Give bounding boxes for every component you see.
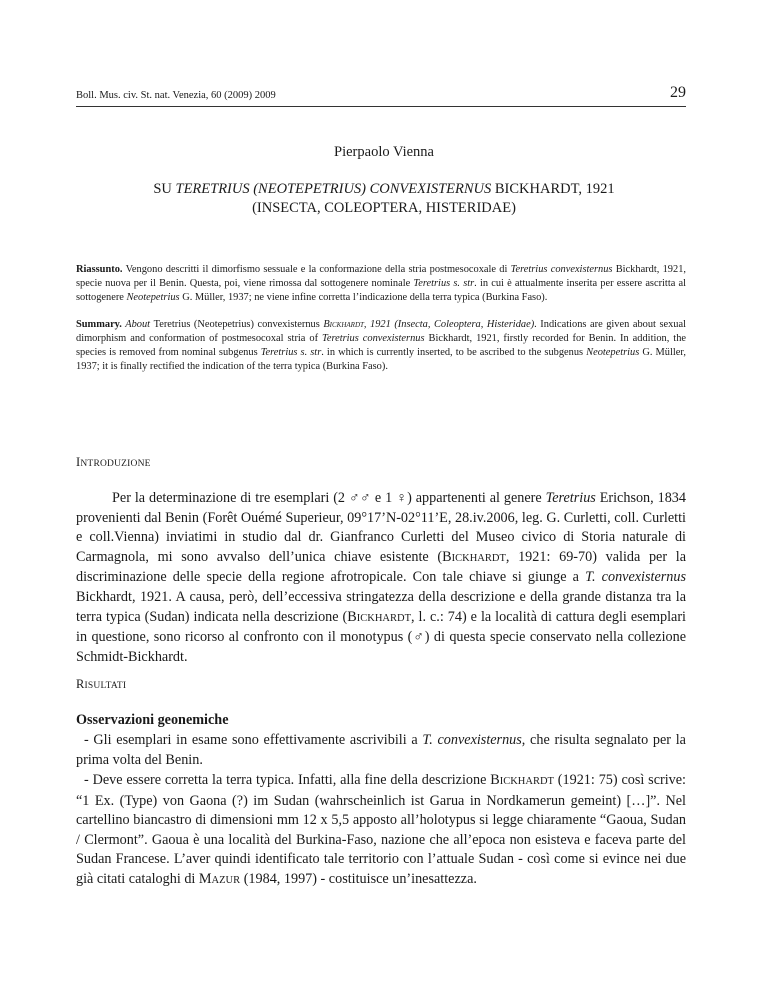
section-heading-risultati: RISULTATI <box>76 677 127 691</box>
abstract-italian: Riassunto. Vengono descritti il dimorfismo sessuale e la conformazione della stria postmesocoxale di Teretrius convexisternus Bickhardt, 1921, specie nuova per il Benin. Questa, poi, viene rimossa dal sottogenere nominale Teretrius s. str. in cui è attualmente inserita per essere ascritta al sottogenere Neotepetrius G. Müller, 1937; ne viene infine corretta l’indicazione della terra typica (Burkina Faso). <box>76 264 687 303</box>
journal-citation: Boll. Mus. civ. St. nat. Venezia, 60 (2009) 2009 <box>76 90 276 101</box>
summary-label: Summary. <box>76 319 122 330</box>
intro-paragraph: Per la determinazione di tre esemplari (2 ♂♂ e 1 ♀) appartenenti al genere Teretrius Erichson, 1834 provenienti dal Benin (Forêt Ouémé Superieur, 09°17’N-02°11’E, 28.iv.2006, leg. G. Curletti, coll. Curletti e coll.Vienna) inviatimi in studio dal dr. Gianfranco Curletti del Museo civico di Storia naturale di Carmagnola, mi sono avvalso dell’unica chiave esistente (BICKHARDT, 1921: 69-70) valida per la discriminazione delle specie della regione afrotropicale. Con tale chiave si giunge a T. convexisternus Bickhardt, 1921. A causa, però, dell’eccessiva stringatezza della descrizione e della grande distanza tra la terra typica (Sudan) indicata nella descrizione (BICKHARDT, l. c.: 74) e la località di cattura degli esemplari in questione, sono ricorso al confronto con il monotypus (♂) di questa specie conservato nella collezione Schmidt-Bickhardt. <box>76 490 687 665</box>
title-line-1: SU TERETRIUS (NEOTEPETRIUS) CONVEXISTERNUS BICKHARDT, 1921 <box>153 181 615 197</box>
title-line-2: (INSECTA, COLEOPTERA, HISTERIDAE) <box>252 200 516 216</box>
running-header <box>76 84 686 107</box>
results-paragraph-2: - Deve essere corretta la terra typica. Infatti, alla fine della descrizione BICKHARDT (1921: 75) così scrive: “1 Ex. (Type) von Gaona (?) im Sudan (wahrscheinlich ist Garua in Nordkamerun gemeint) […]”. Nel cartellino biancastro di dimensioni mm 12 x 5,5 apposto all’holotypus si legge chiaramente “Gaoua, Sudan / Clermont”. Gaoua è una località del Burkina-Faso, nazione che all’epoca non esisteva e faceva parte del Sudan Francese. L’aver quindi identificato tale territorio con l’attuale Sudan - così come si evince nei due già citati cataloghi di MAZUR (1984, 1997) - costituisce un’inesattezza. <box>76 772 686 887</box>
results-paragraph-1: - Gli esemplari in esame sono effettivamente ascrivibili a T. convexisternus, che risulta segnalato per la prima volta del Benin. <box>76 732 686 768</box>
section-heading-introduzione: INTRODUZIONE <box>76 455 151 469</box>
riassunto-label: Riassunto. <box>76 264 123 275</box>
subheading-geonemiche: Osservazioni geonemiche <box>76 712 229 728</box>
author-name: Pierpaolo Vienna <box>334 144 434 160</box>
article-title <box>100 180 668 218</box>
page-number: 29 <box>670 84 686 101</box>
abstract-english: Summary. About Teretrius (Neotepetrius) convexisternus Bickhardt, 1921 (Insecta, Coleoptera, Histeridae). Indications are given about sexual dimorphism and conformation of postmesocoxal stria of Teretrius convexisternus Bickhardt, 1921, firstly recorded for Benin. In addition, the species is removed from nominal subgenus Teretrius s. str. in which is currently inserted, to be ascribed to the subgenus Neotepetrius G. Müller, 1937; it is finally rectified the indication of the terra typica (Burkina Faso). <box>76 319 687 372</box>
